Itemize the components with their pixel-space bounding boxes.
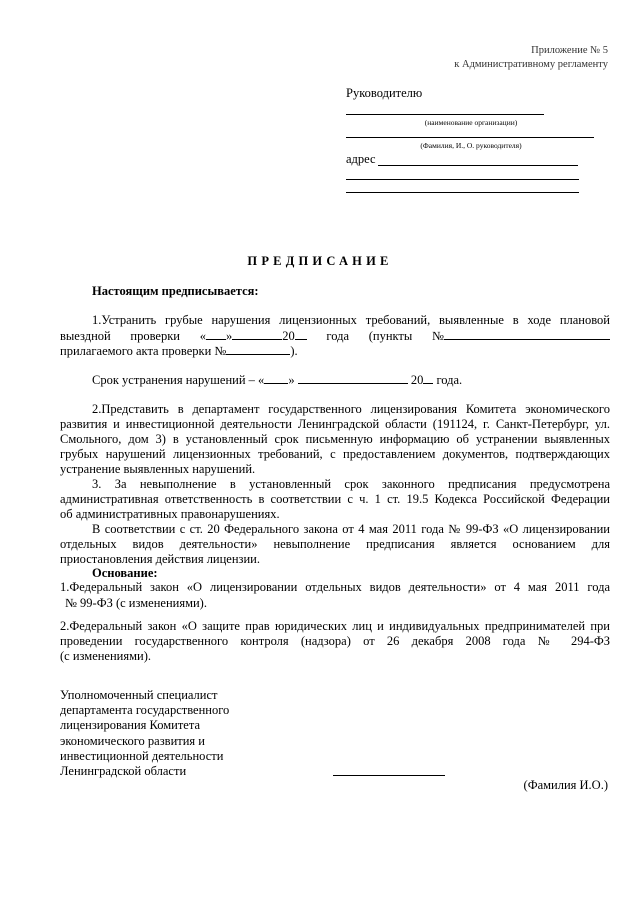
- item1-act-number-blank: [226, 343, 290, 355]
- item1-month-blank: [232, 328, 282, 340]
- item3-line-2: административная ответственность в соответствии с ч. 1 ст. 19.5 Кодекса Российской Федерации: [60, 492, 610, 506]
- signatory-name-placeholder: (Фамилия И.О.): [523, 778, 608, 792]
- item1-points-blank: [444, 328, 610, 340]
- addressee-to: Руководителю: [346, 86, 423, 100]
- item2-line-2: развития и инвестиционной деятельности Ленинградской области (191124, г. Санкт-Петербург, ул.: [60, 417, 610, 431]
- deadline-day-blank: [264, 372, 288, 384]
- item1-line-2: [60, 328, 610, 344]
- org-name-line: [346, 114, 544, 115]
- item1-points-group: №: [432, 328, 610, 344]
- signatory-line-3: лицензирования Комитета: [60, 718, 201, 733]
- item3-line-3: об административных правонарушениях.: [60, 507, 280, 521]
- signatory-line-1: Уполномоченный специалист: [60, 688, 218, 702]
- attachment-line-2: к Административному регламенту: [454, 59, 608, 70]
- intro-heading: Настоящим предписывается:: [92, 284, 259, 298]
- item4-line-1: В соответствии с ст. 20 Федерального закона от 4 мая 2011 года № 99-ФЗ «О лицензировании: [92, 522, 610, 536]
- deadline-month-blank: [298, 372, 408, 384]
- signatory-line-6: Ленинградской области: [60, 764, 187, 779]
- item2-line-4: грубых нарушений лицензионных требований, с предоставлением документов, подтверждающих: [60, 447, 610, 461]
- item1-line-3: прилагаемого акта проверки № ).: [60, 344, 298, 358]
- item1-points-word: (пункты: [368, 329, 413, 343]
- item2-line-3: Смольного, дом 3) в установленный срок письменную информацию об устранении выявленных: [60, 432, 610, 446]
- basis-heading: Основание:: [92, 566, 158, 580]
- item1-year-word: года: [326, 329, 350, 343]
- head-name-line: [346, 137, 594, 138]
- basis-law2-line-3: (с изменениями).: [60, 649, 151, 663]
- item4-line-3: приостановления действия лицензии.: [60, 552, 260, 566]
- item2-line-5: устранение выявленных нарушений.: [60, 462, 256, 476]
- item1-year-blank: [295, 328, 307, 340]
- attachment-note: [454, 44, 608, 72]
- head-caption: (Фамилия, И., О. руководителя): [420, 141, 522, 150]
- address-label: адрес: [346, 152, 376, 166]
- item3-line-1: 3. За невыполнение в установленный срок законного предписания предусмотрена: [92, 477, 610, 491]
- address-line-1: [378, 165, 578, 166]
- item4-line-2: отдельных видов деятельности» невыполнение предписания является основанием для: [60, 537, 610, 551]
- item1-day-blank: [206, 328, 226, 340]
- deadline-line: Срок устранения нарушений – « » 20 года.: [92, 373, 463, 387]
- address-line-3: [346, 192, 579, 193]
- basis-law2-line-2: проведении государственного контроля (надзора) от 26 декабря 2008 года № 294-ФЗ: [60, 634, 610, 648]
- basis-law2-line-1: 2.Федеральный закон «О защите прав юридических лиц и индивидуальных предпринимателей при: [60, 619, 610, 633]
- document-title: ПРЕДПИСАНИЕ: [247, 254, 393, 268]
- signatory-block: [60, 688, 229, 779]
- attachment-line-1: Приложение № 5: [531, 45, 608, 56]
- basis-law1-line-2: № 99-ФЗ (с изменениями).: [65, 596, 207, 610]
- deadline-year-blank: [423, 372, 433, 384]
- item1-check-word: проверки: [130, 329, 180, 343]
- item1-line-1: 1.Устранить грубые нарушения лицензионных требований, выявленные в ходе плановой: [92, 313, 610, 327]
- signatory-line-4: экономического развития и: [60, 733, 205, 748]
- org-caption: (наименование организации): [424, 118, 518, 127]
- signature-line: [333, 775, 445, 776]
- signatory-line-2: департамента государственного: [60, 703, 230, 718]
- item1-date-group: « » 20: [200, 328, 307, 344]
- item1-visit-word: выездной: [60, 329, 111, 343]
- item2-line-1: 2.Представить в департамент государственного лицензирования Комитета экономического: [92, 402, 610, 416]
- basis-law1-line-1: 1.Федеральный закон «О лицензировании отдельных видов деятельности» от 4 мая 2011 года: [60, 580, 610, 594]
- signatory-line-5: инвестиционной деятельности: [60, 748, 224, 763]
- address-line-2: [346, 179, 579, 180]
